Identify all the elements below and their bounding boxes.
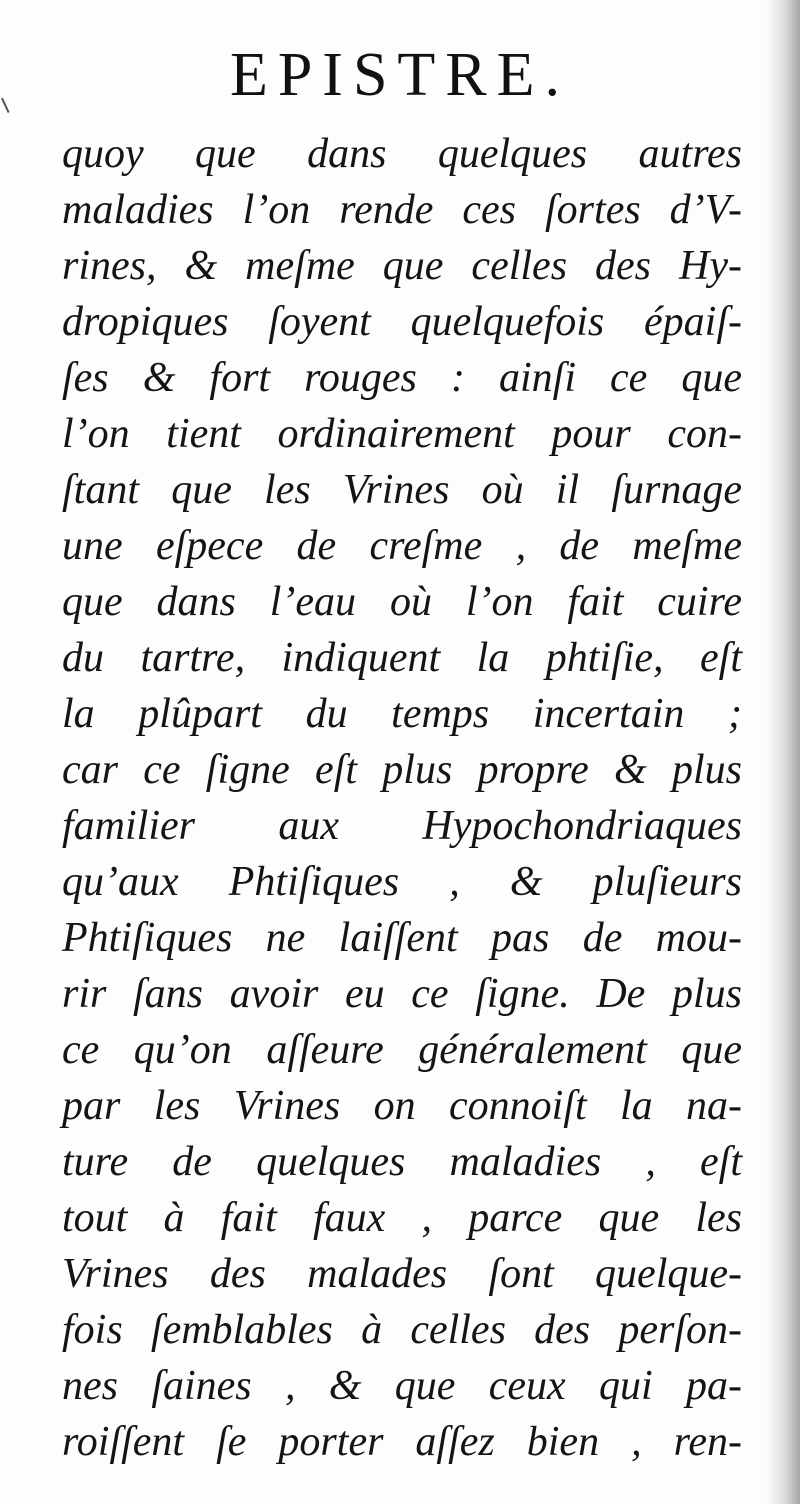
text-line: Vrines des malades ſont quelque- bbox=[62, 1251, 742, 1297]
text-line: tout à fait faux , parce que les bbox=[62, 1195, 742, 1241]
text-line: l’on tient ordinairement pour con- bbox=[62, 411, 742, 457]
text-line: la plûpart du temps incertain ; bbox=[62, 691, 742, 737]
text-line: fois ſemblables à celles des perſon- bbox=[62, 1307, 742, 1353]
page-heading: EPISTRE. bbox=[229, 41, 571, 109]
page-edge-shadow bbox=[766, 0, 800, 1504]
text-line: quoy que dans quelques autres bbox=[62, 131, 742, 177]
text-line: rir ſans avoir eu ce ſigne. De plus bbox=[62, 971, 742, 1017]
text-line: dropiques ſoyent quelquefois épaiſ- bbox=[62, 299, 742, 345]
text-line: rines, & meſme que celles des Hy- bbox=[62, 243, 742, 289]
text-line: par les Vrines on connoiſt la na- bbox=[62, 1083, 742, 1129]
body-text bbox=[62, 126, 742, 1470]
text-line: ture de quelques maladies , eſt bbox=[62, 1139, 742, 1185]
text-line: qu’aux Phtiſiques , & pluſieurs bbox=[62, 859, 742, 905]
text-line: nes ſaines , & que ceux qui pa- bbox=[62, 1363, 742, 1409]
text-line: ce qu’on aſſeure généralement que bbox=[62, 1027, 742, 1073]
text-line: que dans l’eau où l’on fait cuire bbox=[62, 579, 742, 625]
text-line: roiſſent ſe porter aſſez bien , ren- bbox=[62, 1419, 742, 1465]
text-line: ſtant que les Vrines où il ſurnage bbox=[62, 467, 742, 513]
text-line: du tartre, indiquent la phtiſie, eſt bbox=[62, 635, 742, 681]
text-line: maladies l’on rende ces ſortes d’V- bbox=[62, 187, 742, 233]
text-line: car ce ſigne eſt plus propre & plus bbox=[62, 747, 742, 793]
text-line: ſes & fort rouges : ainſi ce que bbox=[62, 355, 742, 401]
text-line: familier aux Hypochondriaques bbox=[62, 803, 742, 849]
text-line: une eſpece de creſme , de meſme bbox=[62, 523, 742, 569]
text-line: Phtiſiques ne laiſſent pas de mou- bbox=[62, 915, 742, 961]
